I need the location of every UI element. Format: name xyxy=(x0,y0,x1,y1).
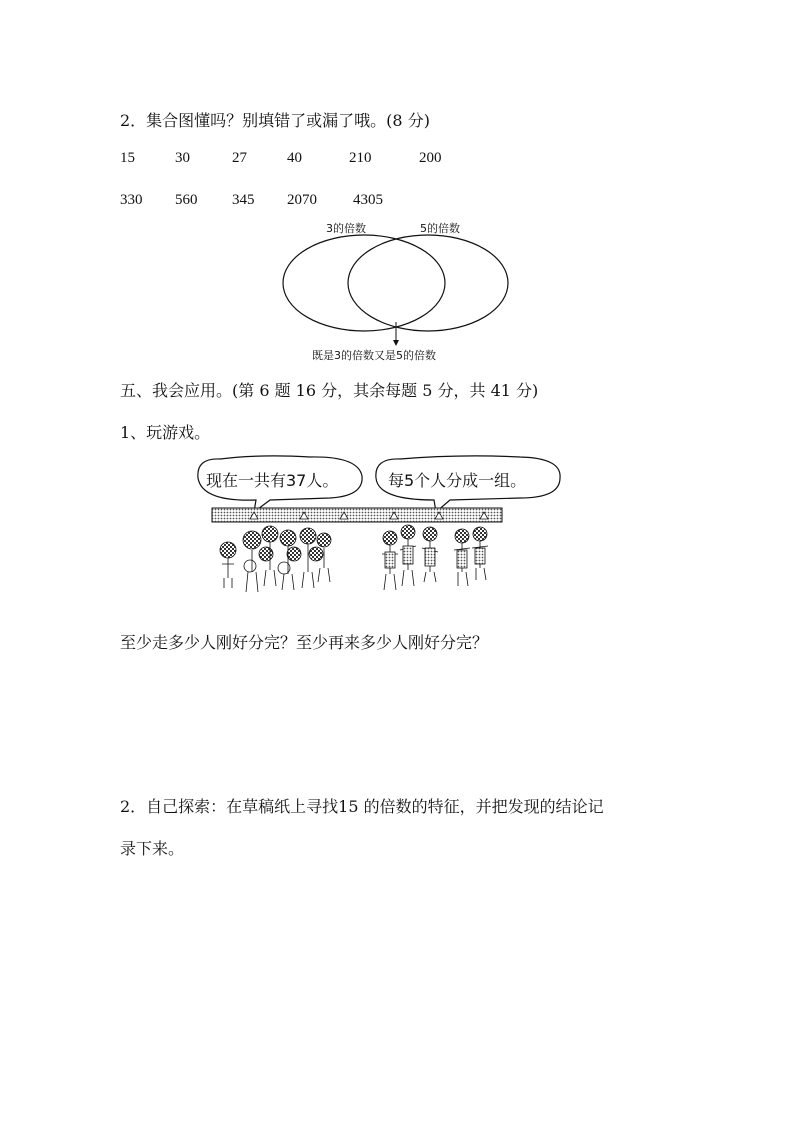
number-item: 30 xyxy=(175,150,190,166)
venn-right-ellipse xyxy=(348,235,508,331)
children-group-left xyxy=(220,526,331,592)
number-item: 2070 xyxy=(287,192,317,208)
speech-bubble-right xyxy=(376,456,560,512)
number-item: 4305 xyxy=(353,192,383,208)
venn-right-label: 5的倍数 xyxy=(420,222,460,235)
number-item: 27 xyxy=(232,150,247,166)
speech-bubble-left xyxy=(198,456,362,512)
venn-diagram xyxy=(278,214,518,364)
venn-left-ellipse xyxy=(283,235,445,331)
game-illustration xyxy=(190,454,570,600)
number-item: 345 xyxy=(232,192,255,208)
children-group-right xyxy=(382,525,488,590)
stage-strip xyxy=(212,508,502,522)
bubble-right-text: 每5个人分成一组。 xyxy=(388,471,527,490)
section-5-title: 五、我会应用。(第 6 题 16 分，其余每题 5 分，共 41 分) xyxy=(120,381,539,400)
number-item: 200 xyxy=(419,150,442,166)
venn-bottom-label: 既是3的倍数又是5的倍数 xyxy=(312,349,436,362)
number-item: 210 xyxy=(349,150,372,166)
section-5-question-2-line-1: 2．自己探索：在草稿纸上寻找15 的倍数的特征，并把发现的结论记 xyxy=(120,797,604,816)
venn-left-label: 3的倍数 xyxy=(326,222,366,235)
section-5-question-1-text: 至少走多少人刚好分完？至少再来多少人刚好分完？ xyxy=(120,633,489,652)
bubble-left-text: 现在一共有37人。 xyxy=(206,471,339,490)
number-item: 15 xyxy=(120,150,135,166)
question-2-title: 2．集合图懂吗？别填错了或漏了哦。(8 分) xyxy=(120,111,430,130)
section-5-question-2-line-2: 录下来。 xyxy=(120,839,185,858)
arrow-down-icon xyxy=(393,340,399,346)
number-item: 330 xyxy=(120,192,143,208)
section-5-question-1-title: 1、玩游戏。 xyxy=(120,423,211,442)
number-item: 560 xyxy=(175,192,198,208)
number-item: 40 xyxy=(287,150,302,166)
